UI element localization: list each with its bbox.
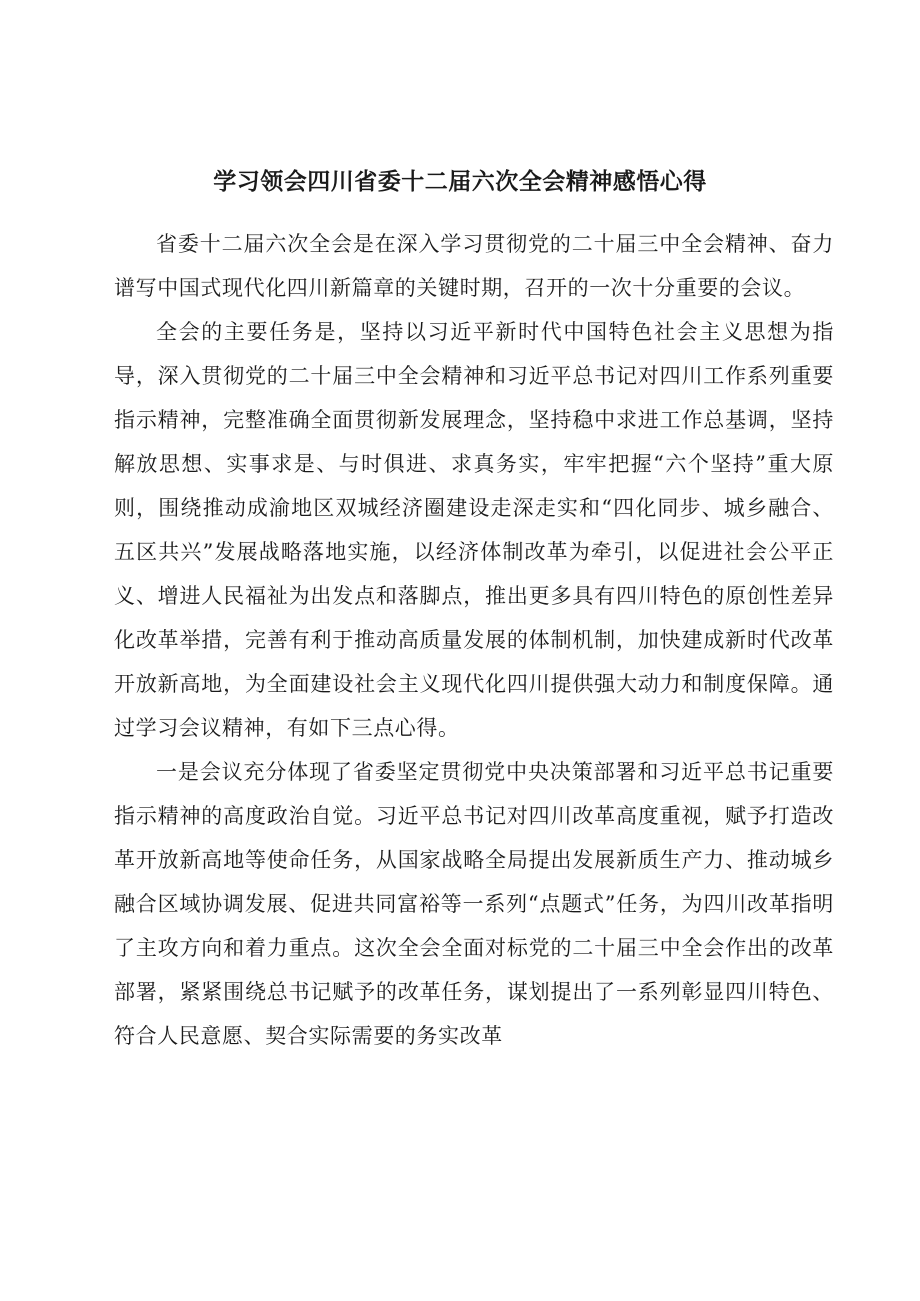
document-body: [114, 222, 834, 1058]
paragraph-3: 一是会议充分体现了省委坚定贯彻党中央决策部署和习近平总书记重要指示精神的高度政治自觉。习近平总书记对四川改革高度重视，赋予打造改革开放新高地等使命任务，从国家战略全局提出发展新质生产力、推动城乡融合区域协调发展、促进共同富裕等一系列“点题式”任务，为四川改革指明了主攻方向和着力重点。这次全会全面对标党的二十届三中全会作出的改革部署，紧紧围绕总书记赋予的改革任务，谋划提出了一系列彰显四川特色、符合人民意愿、契合实际需要的务实改革: [114, 760, 834, 1048]
document-title: 学习领会四川省委十二届六次全会精神感悟心得: [213, 169, 707, 195]
paragraph-1: 省委十二届六次全会是在深入学习贯彻党的二十届三中全会精神、奋力谱写中国式现代化四川新篇章的关键时期，召开的一次十分重要的会议。: [114, 232, 834, 300]
paragraph-2: 全会的主要任务是，坚持以习近平新时代中国特色社会主义思想为指导，深入贯彻党的二十届三中全会精神和习近平总书记对四川工作系列重要指示精神，完整准确全面贯彻新发展理念，坚持稳中求进工作总基调，坚持解放思想、实事求是、与时俱进、求真务实，牢牢把握“六个坚持”重大原则，围绕推动成渝地区双城经济圈建设走深走实和“四化同步、城乡融合、五区共兴”发展战略落地实施，以经济体制改革为牵引，以促进社会公平正义、增进人民福祉为出发点和落脚点，推出更多具有四川特色的原创性差异化改革举措，完善有利于推动高质量发展的体制机制，加快建成新时代改革开放新高地，为全面建设社会主义现代化四川提供强大动力和制度保障。通过学习会议精神，有如下三点心得。: [114, 320, 834, 740]
